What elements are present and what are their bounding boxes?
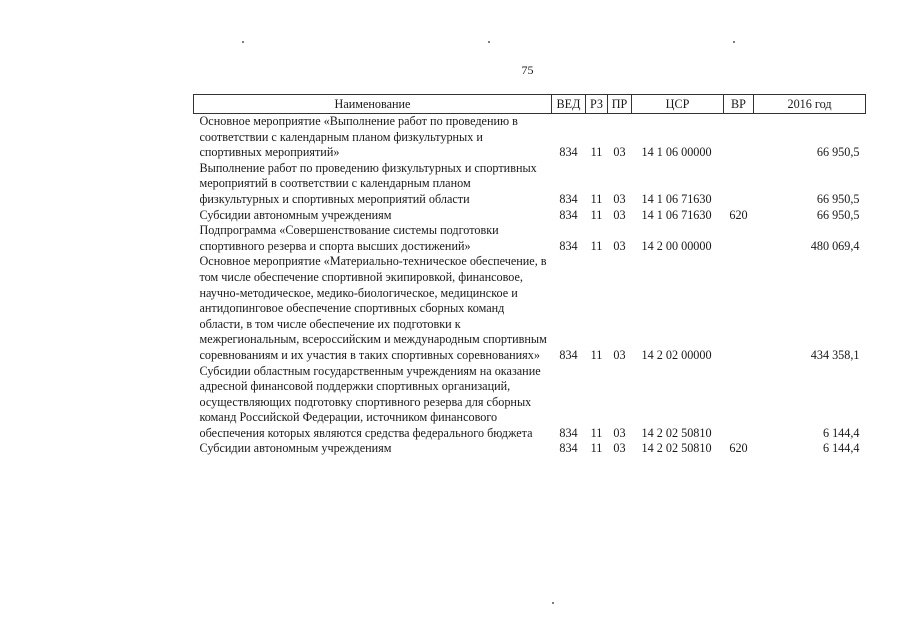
row-vr — [724, 254, 754, 363]
table-header-row — [194, 95, 866, 114]
row-csr: 14 2 00 00000 — [641, 238, 712, 253]
table-row — [194, 364, 866, 442]
row-csr: 14 2 02 00000 — [641, 347, 712, 362]
row-sum: 66 950,5 — [816, 191, 860, 206]
budget-table — [193, 94, 866, 457]
row-vr — [724, 223, 754, 254]
row-csr: 14 2 02 50810 — [641, 441, 712, 456]
table-row — [194, 441, 866, 457]
row-sum: 434 358,1 — [810, 347, 860, 362]
row-csr: 14 1 06 71630 — [641, 207, 712, 222]
scan-speck — [733, 41, 735, 43]
row-csr: 14 2 02 50810 — [641, 425, 712, 440]
row-csr: 14 1 06 71630 — [641, 191, 712, 206]
row-sum: 480 069,4 — [810, 238, 860, 253]
row-pr: 03 — [613, 425, 626, 440]
header-rz: РЗ — [586, 95, 608, 114]
table-row — [194, 208, 866, 224]
row-rz: 11 — [590, 441, 603, 456]
row-name: Субсидии областным государственным учреждениям на оказание адресной финансовой поддержки спортивных организаций, осуществляющих подготовку спортивного резерва для сборных команд Российской Федерации, источником финансового обеспечения которых являются средства федерального бюджета — [199, 363, 541, 440]
table-row — [194, 254, 866, 363]
row-ved: 834 — [559, 191, 578, 206]
row-ved: 834 — [559, 207, 578, 222]
row-ved: 834 — [559, 425, 578, 440]
row-name: Основное мероприятие «Материально-техническое обеспечение, в том числе обеспечение спортивной экипировкой, финансовое, научно-методическое, медико-биологическое, медицинское и антидопинговое обеспечение спортивных сборных команд области, в том числе обеспечение их подготовки к межрегиональным, всероссийским и международным спортивным соревнованиям и их участия в таких спортивных соревнованиях» — [199, 254, 547, 362]
row-vr: 620 — [729, 207, 748, 222]
table-row — [194, 114, 866, 161]
row-name: Субсидии автономным учреждениям — [199, 207, 392, 222]
row-name: Субсидии автономным учреждениям — [199, 441, 392, 456]
scan-speck — [242, 41, 244, 43]
row-sum: 6 144,4 — [822, 441, 860, 456]
row-sum: 66 950,5 — [816, 207, 860, 222]
row-name: Выполнение работ по проведению физкультурных и спортивных мероприятий в соответствии с календарным планом физкультурных и спортивных мероприятий области — [199, 160, 537, 206]
row-vr: 620 — [729, 441, 748, 456]
header-csr: ЦСР — [632, 95, 724, 114]
row-csr: 14 1 06 00000 — [641, 145, 712, 160]
row-vr — [724, 364, 754, 442]
header-name: Наименование — [194, 95, 552, 114]
row-pr: 03 — [613, 238, 626, 253]
row-name: Основное мероприятие «Выполнение работ по проведению в соответствии с календарным планом физкультурных и спортивных мероприятий» — [199, 114, 518, 160]
row-ved: 834 — [559, 145, 578, 160]
row-ved: 834 — [559, 347, 578, 362]
row-pr: 03 — [613, 347, 626, 362]
table-row — [194, 161, 866, 208]
header-ved: ВЕД — [552, 95, 586, 114]
row-rz: 11 — [590, 425, 603, 440]
row-pr: 03 — [613, 145, 626, 160]
row-rz: 11 — [590, 207, 603, 222]
page-number: 75 — [521, 63, 534, 77]
row-ved: 834 — [559, 441, 578, 456]
scan-speck — [552, 602, 554, 604]
row-pr: 03 — [613, 207, 626, 222]
row-rz: 11 — [590, 347, 603, 362]
row-rz: 11 — [590, 238, 603, 253]
row-pr: 03 — [613, 191, 626, 206]
scan-speck — [488, 41, 490, 43]
row-rz: 11 — [590, 145, 603, 160]
header-year: 2016 год — [754, 95, 866, 114]
row-sum: 6 144,4 — [822, 425, 860, 440]
row-vr — [724, 161, 754, 208]
row-rz: 11 — [590, 191, 603, 206]
table-row — [194, 223, 866, 254]
row-vr — [724, 114, 754, 161]
row-sum: 66 950,5 — [816, 145, 860, 160]
header-vr: ВР — [724, 95, 754, 114]
row-pr: 03 — [613, 441, 626, 456]
row-name: Подпрограмма «Совершенствование системы подготовки спортивного резерва и спорта высших достижений» — [199, 223, 499, 253]
row-ved: 834 — [559, 238, 578, 253]
header-pr: ПР — [608, 95, 632, 114]
